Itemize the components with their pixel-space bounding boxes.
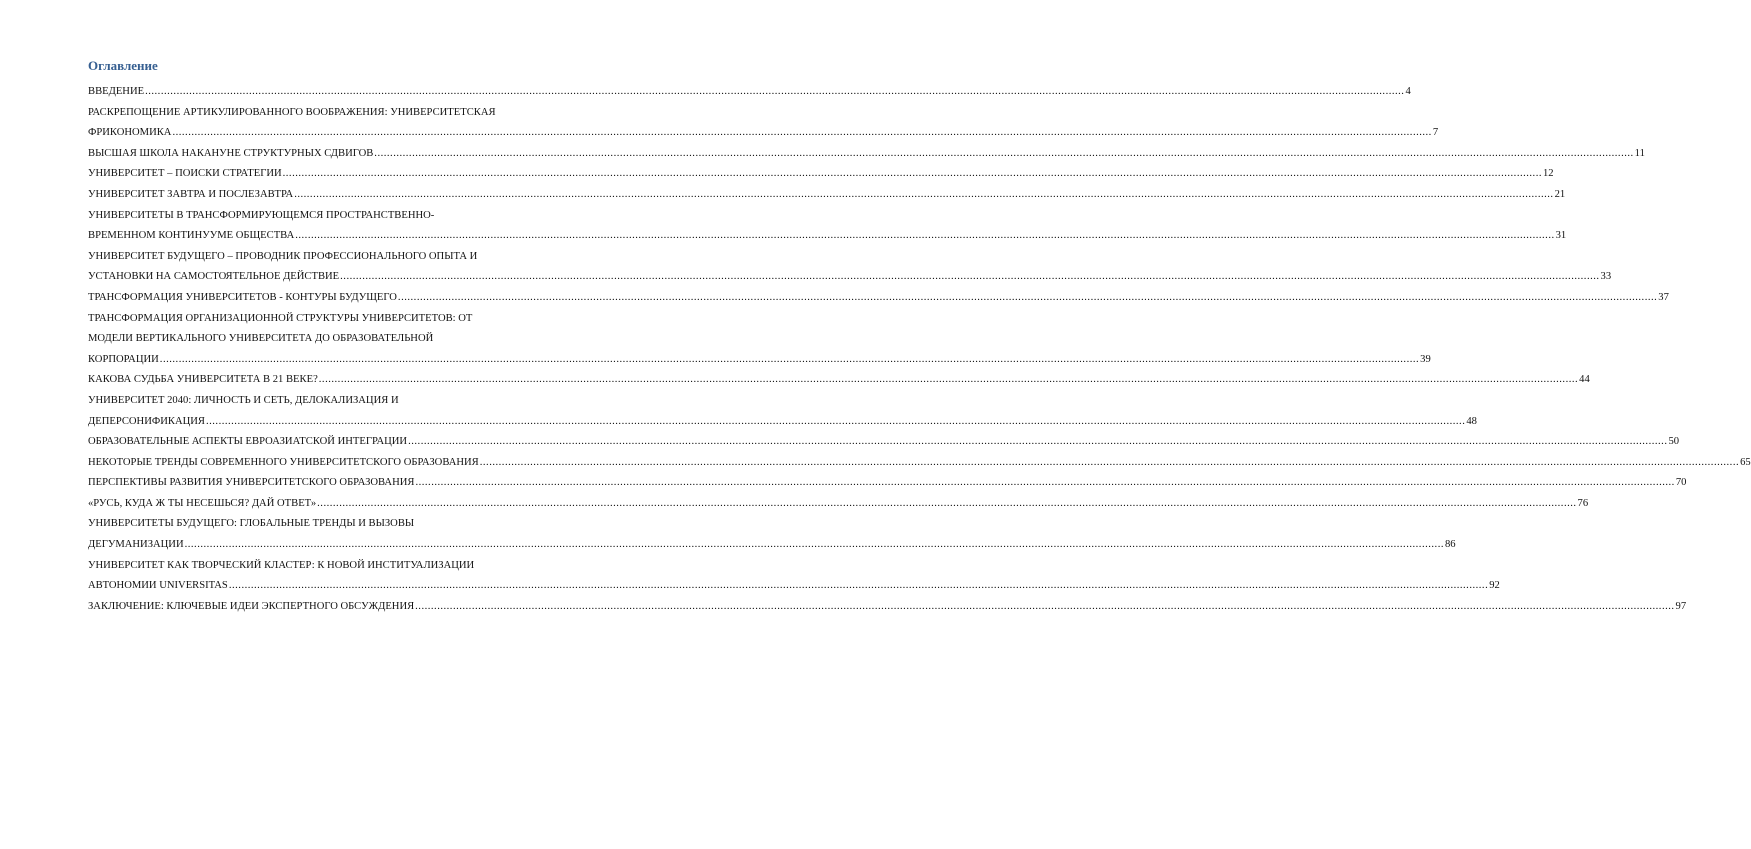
toc-entry[interactable] (88, 370, 1590, 391)
toc-dot-leader: ................................................................................................................................................................................................................................................................................................................................................................................................................ (408, 436, 1668, 448)
toc-page-number: 97 (1675, 600, 1687, 612)
table-of-contents (88, 82, 1751, 617)
toc-entry-last-line (88, 473, 1687, 494)
toc-entry-last-line (88, 597, 1687, 618)
toc-entry-line: ЗАКЛЮЧЕНИЕ: КЛЮЧЕВЫЕ ИДЕИ ЭКСПЕРТНОГО ОБСУЖДЕНИЯ (88, 600, 415, 612)
toc-dot-leader: ................................................................................................................................................................................................................................................................................................................................................................................................................ (184, 539, 1444, 551)
toc-page-number: 11 (1634, 147, 1645, 159)
toc-entry-last-line (88, 82, 1411, 103)
toc-entry-line: ВВЕДЕНИЕ (88, 86, 145, 97)
toc-entry-line: АВТОНОМИИ UNIVERSITAS (88, 580, 228, 592)
toc-page-number: 92 (1489, 580, 1500, 592)
toc-entry[interactable] (88, 288, 1669, 309)
toc-dot-leader: ................................................................................................................................................................................................................................................................................................................................................................................................................ (340, 271, 1600, 283)
toc-entry-last-line (88, 267, 1612, 288)
toc-entry-last-line (88, 453, 1751, 474)
toc-entry-line: ФРИКОНОМИКА (88, 127, 172, 139)
toc-entry-last-line (88, 185, 1566, 206)
toc-dot-leader: ................................................................................................................................................................................................................................................................................................................................................................................................................ (479, 456, 1740, 468)
toc-entry-line: ОБРАЗОВАТЕЛЬНЫЕ АСПЕКТЫ ЕВРОАЗИАТСКОЙ ИНТЕГРАЦИИ (88, 436, 408, 448)
toc-dot-leader: ................................................................................................................................................................................................................................................................................................................................................................................................................ (159, 353, 1420, 365)
toc-entry-last-line (88, 412, 1477, 433)
toc-entry[interactable] (88, 514, 1456, 555)
toc-page-number: 12 (1543, 168, 1554, 180)
toc-entry[interactable] (88, 82, 1411, 103)
toc-entry-last-line (88, 288, 1669, 309)
toc-page-number: 86 (1444, 539, 1456, 551)
toc-page-number: 44 (1579, 374, 1590, 386)
toc-page-number: 76 (1577, 497, 1589, 509)
toc-page-number: 37 (1658, 291, 1669, 303)
toc-entry-last-line (88, 432, 1680, 453)
toc-entry[interactable] (88, 391, 1477, 432)
toc-entry[interactable] (88, 473, 1687, 494)
toc-entry[interactable] (88, 494, 1589, 515)
toc-entry-last-line (88, 576, 1500, 597)
toc-entry[interactable] (88, 164, 1554, 185)
toc-dot-leader: ................................................................................................................................................................................................................................................................................................................................................................................................................ (317, 497, 1577, 509)
toc-entry-line: РАСКРЕПОЩЕНИЕ АРТИКУЛИРОВАННОГО ВООБРАЖЕНИЯ: УНИВЕРСИТЕТСКАЯ (88, 106, 496, 118)
toc-entry-last-line (88, 226, 1567, 247)
toc-entry-line: ВЫСШАЯ ШКОЛА НАКАНУНЕ СТРУКТУРНЫХ СДВИГОВ (88, 147, 374, 159)
toc-entry[interactable] (88, 432, 1680, 453)
toc-entry-line: ТРАНСФОРМАЦИЯ ОРГАНИЗАЦИОННОЙ СТРУКТУРЫ УНИВЕРСИТЕТОВ: ОТ (88, 312, 473, 324)
toc-page-number: 21 (1554, 188, 1566, 200)
toc-entry-line: КАКОВА СУДЬБА УНИВЕРСИТЕТА В 21 ВЕКЕ? (88, 374, 318, 386)
toc-entry-line: «РУСЬ, КУДА Ж ТЫ НЕСЕШЬСЯ? ДАЙ ОТВЕТ» (88, 497, 317, 509)
toc-entry-line: УНИВЕРСИТЕТ 2040: ЛИЧНОСТЬ И СЕТЬ, ДЕЛОКАЛИЗАЦИЯ И (88, 394, 399, 406)
toc-entry-line: НЕКОТОРЫЕ ТРЕНДЫ СОВРЕМЕННОГО УНИВЕРСИТЕТСКОГО ОБРАЗОВАНИЯ (88, 456, 479, 468)
toc-page-number: 70 (1675, 477, 1687, 489)
toc-entry-line: ДЕГУМАНИЗАЦИИ (88, 539, 184, 551)
toc-entry-last-line (88, 144, 1645, 165)
toc-entry-last-line (88, 494, 1589, 515)
toc-dot-leader: ................................................................................................................................................................................................................................................................................................................................................................................................................ (205, 415, 1466, 427)
toc-page-number: 7 (1432, 127, 1439, 139)
toc-entry-line: ДЕПЕРСОНИФИКАЦИЯ (88, 415, 205, 427)
toc-entry-line: ПЕРСПЕКТИВЫ РАЗВИТИЯ УНИВЕРСИТЕТСКОГО ОБРАЗОВАНИЯ (88, 477, 415, 489)
toc-entry-line: УНИВЕРСИТЕТ КАК ТВОРЧЕСКИЙ КЛАСТЕР: К НОВОЙ ИНСТИТУАЛИЗАЦИИ (88, 559, 475, 571)
toc-dot-leader: ................................................................................................................................................................................................................................................................................................................................................................................................................ (228, 580, 1489, 592)
toc-dot-leader: ................................................................................................................................................................................................................................................................................................................................................................................................................ (415, 477, 1675, 489)
toc-entry[interactable] (88, 103, 1439, 144)
toc-dot-leader: ................................................................................................................................................................................................................................................................................................................................................................................................................ (282, 168, 1542, 180)
toc-dot-leader: ................................................................................................................................................................................................................................................................................................................................................................................................................ (145, 86, 1405, 97)
toc-entry[interactable] (88, 185, 1566, 206)
toc-page-number: 50 (1668, 436, 1680, 448)
toc-page-number: 4 (1405, 86, 1411, 97)
toc-entry-line: МОДЕЛИ ВЕРТИКАЛЬНОГО УНИВЕРСИТЕТА ДО ОБРАЗОВАТЕЛЬНОЙ (88, 333, 434, 345)
toc-entry[interactable] (88, 206, 1567, 247)
toc-entry-line: УНИВЕРСИТЕТ – ПОИСКИ СТРАТЕГИИ (88, 168, 282, 180)
toc-entry-line: УНИВЕРСИТЕТ ЗАВТРА И ПОСЛЕЗАВТРА (88, 188, 294, 200)
toc-dot-leader: ................................................................................................................................................................................................................................................................................................................................................................................................................ (295, 230, 1555, 242)
toc-entry[interactable] (88, 597, 1687, 618)
toc-entry-last-line (88, 350, 1431, 371)
toc-entry[interactable] (88, 453, 1751, 474)
toc-dot-leader: ................................................................................................................................................................................................................................................................................................................................................................................................................ (318, 374, 1579, 386)
toc-entry-last-line (88, 164, 1554, 185)
toc-page-number: 48 (1466, 415, 1477, 427)
toc-entry-line: КОРПОРАЦИИ (88, 353, 159, 365)
toc-entry[interactable] (88, 144, 1645, 165)
toc-entry-line: УНИВЕРСИТЕТЫ В ТРАНСФОРМИРУЮЩЕМСЯ ПРОСТРАНСТВЕННО- (88, 209, 435, 221)
toc-entry-line: УНИВЕРСИТЕТЫ БУДУЩЕГО: ГЛОБАЛЬНЫЕ ТРЕНДЫ И ВЫЗОВЫ (88, 518, 415, 530)
toc-entry-line: ТРАНСФОРМАЦИЯ УНИВЕРСИТЕТОВ - КОНТУРЫ БУДУЩЕГО (88, 291, 397, 303)
toc-entry[interactable] (88, 309, 1431, 371)
toc-page-number: 39 (1420, 353, 1431, 365)
toc-page-number: 65 (1740, 456, 1751, 468)
toc-dot-leader: ................................................................................................................................................................................................................................................................................................................................................................................................................ (415, 600, 1675, 612)
toc-title: Оглавление (88, 58, 158, 73)
toc-entry-last-line (88, 535, 1456, 556)
toc-entry[interactable] (88, 247, 1612, 288)
toc-dot-leader: ................................................................................................................................................................................................................................................................................................................................................................................................................ (172, 127, 1432, 139)
toc-entry-line: ВРЕМЕННОМ КОНТИНУУМЕ ОБЩЕСТВА (88, 230, 295, 242)
toc-dot-leader: ................................................................................................................................................................................................................................................................................................................................................................................................................ (374, 147, 1634, 159)
toc-dot-leader: ................................................................................................................................................................................................................................................................................................................................................................................................................ (294, 188, 1554, 200)
toc-entry-line: УНИВЕРСИТЕТ БУДУЩЕГО – ПРОВОДНИК ПРОФЕССИОНАЛЬНОГО ОПЫТА И (88, 250, 478, 262)
toc-page-number: 33 (1600, 271, 1612, 283)
toc-entry-last-line (88, 123, 1439, 144)
toc-entry[interactable] (88, 556, 1500, 597)
toc-entry-line: УСТАНОВКИ НА САМОСТОЯТЕЛЬНОЕ ДЕЙСТВИЕ (88, 271, 340, 283)
toc-entry-last-line (88, 370, 1590, 391)
toc-dot-leader: ................................................................................................................................................................................................................................................................................................................................................................................................................ (397, 291, 1658, 303)
toc-page-number: 31 (1555, 230, 1567, 242)
